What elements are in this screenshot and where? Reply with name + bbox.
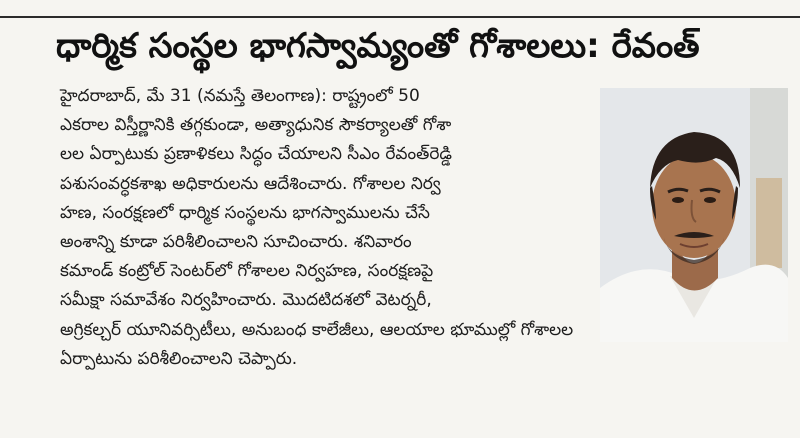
body-line: హైదరాబాద్, మే 31 (నమస్తే తెలంగాణ): రాష్ట్రంలో 50 xyxy=(60,86,420,106)
body-line: అంశాన్ని కూడా పరిశీలించాలని సూచించారు. శనివారం xyxy=(60,231,412,252)
body-line: హణ, సంరక్షణలో ధార్మిక సంస్థలను భాగస్వాములను చేసే xyxy=(60,202,430,223)
previous-article-cutoff xyxy=(0,0,800,14)
article-body xyxy=(60,82,795,374)
divider-rule xyxy=(0,16,800,18)
next-article-cutoff xyxy=(0,426,800,438)
body-line: ఏర్పాటును పరిశీలించాలని చెప్పారు. xyxy=(60,348,298,369)
body-line: ఎకరాల విస్తీర్ణానికి తగ్గకుండా, అత్యాధునిక సౌకర్యాలతో గోశా xyxy=(60,115,452,136)
body-line: అగ్రికల్చర్ యూనివర్సిటీలు, అనుబంధ కాలేజీలు, ఆలయాల భూముల్లో గోశాలల xyxy=(60,319,574,340)
article-headline: ధార్మిక సంస్థల భాగస్వామ్యంతో గోశాలలు: రేవంత్ xyxy=(56,26,700,66)
body-line: లల ఏర్పాటుకు ప్రణాళికలు సిద్ధం చేయాలని సీఎం రేవంత్‌రెడ్డి xyxy=(60,144,453,165)
body-line: పశుసంవర్ధకశాఖ అధికారులను ఆదేశించారు. గోశాలల నిర్వ xyxy=(60,173,441,194)
body-line: కమాండ్ కంట్రోల్ సెంటర్‌లో గోశాలల నిర్వహణ, సంరక్షణపై xyxy=(60,261,434,282)
body-line: సమీక్షా సమావేశం నిర్వహించారు. మొదటిదశలో వెటర్నరీ, xyxy=(60,290,432,311)
